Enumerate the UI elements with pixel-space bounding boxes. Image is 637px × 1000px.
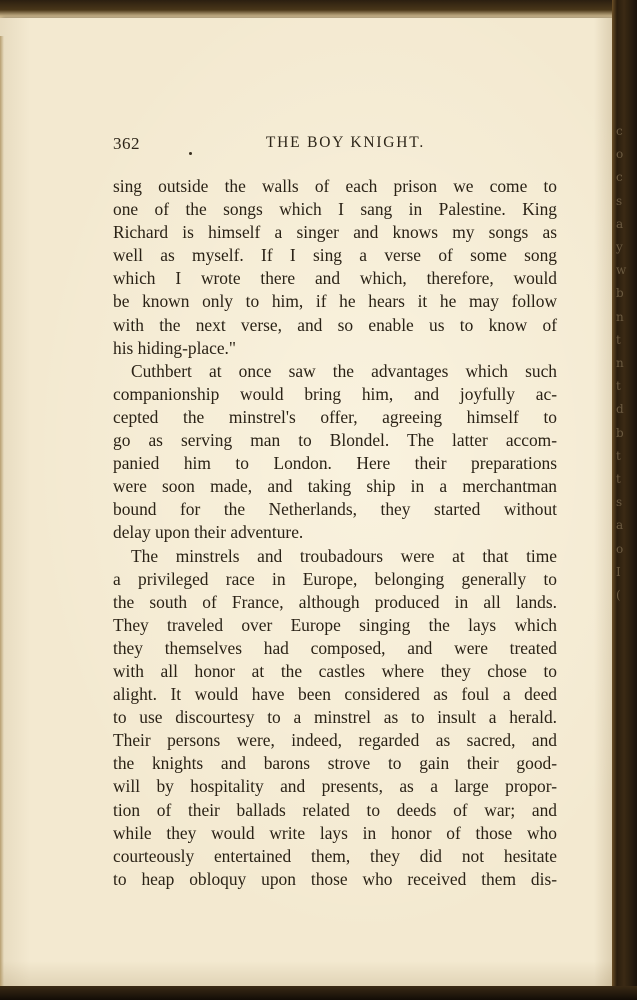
text-line: tion of their ballads related to deeds of war; and (113, 799, 557, 820)
text-line: go as serving man to Blondel. The latter accom- (113, 430, 557, 451)
text-line: delay upon their adventure. (113, 522, 304, 543)
facing-page-letter: b (616, 286, 624, 301)
text-line: cepted the minstrel's offer, agreeing himself to (113, 406, 557, 427)
facing-page-letter: a (616, 518, 624, 533)
text-line: The minstrels and troubadours were at that time (131, 545, 557, 566)
facing-page-letter: I (616, 564, 621, 579)
text-line: well as myself. If I sing a verse of some song (113, 245, 557, 266)
text-line: with all honor at the castles where they chose to (113, 660, 557, 681)
facing-page-letter: t (616, 379, 621, 394)
facing-page-letter: c (616, 124, 623, 138)
text-line: a privileged race in Europe, belonging generally to (113, 568, 557, 589)
facing-page-letter: d (616, 402, 624, 417)
text-line: the south of France, although produced in all lands. (113, 591, 557, 612)
ink-speck (189, 152, 192, 155)
facing-page-letter: y (616, 240, 623, 255)
facing-page-letter: a (616, 216, 624, 231)
facing-page-letter: s (616, 193, 623, 208)
text-line: his hiding-place." (113, 337, 237, 358)
text-line: They traveled over Europe singing the lays which (113, 614, 557, 635)
facing-page-letter: o (616, 147, 624, 162)
facing-page-letter: w (616, 263, 627, 278)
text-line: panied him to London. Here their preparations (113, 453, 557, 474)
text-line: while they would write lays in honor of those who (113, 822, 557, 843)
text-line: were soon made, and taking ship in a merchantman (113, 476, 557, 497)
facing-page-letter: ( (616, 588, 621, 603)
text-line: Their persons were, indeed, regarded as sacred, and (113, 730, 557, 751)
facing-page-letter: o (616, 541, 624, 556)
facing-page-fragments (612, 120, 632, 820)
facing-page-letter: t (616, 472, 621, 487)
text-line: which I wrote there and which, therefore, would (113, 268, 557, 289)
text-line: the knights and barons strove to gain their good- (113, 753, 557, 774)
text-line: to heap obloquy upon those who received them dis- (113, 868, 557, 889)
bottom-shadow (0, 986, 637, 1000)
facing-page-letter: t (616, 332, 621, 347)
text-line: Cuthbert at once saw the advantages which such (131, 360, 557, 381)
page-number: 362 (113, 134, 140, 153)
facing-page-letter: n (616, 309, 624, 324)
running-title: THE BOY KNIGHT. (265, 134, 426, 151)
page-gutter-shadow (0, 36, 4, 1000)
facing-page-letter: c (616, 170, 623, 185)
text-line: will by hospitality and presents, as a large propor- (113, 776, 557, 797)
text-line: they themselves had composed, and were treated (113, 637, 557, 658)
text-line: be known only to him, if he hears it he may follow (113, 291, 557, 312)
text-line: Richard is himself a singer and knows my songs as (113, 222, 557, 243)
facing-page-letter: s (616, 495, 623, 510)
text-line: sing outside the walls of each prison we come to (113, 176, 557, 196)
text-line: bound for the Netherlands, they started without (113, 499, 557, 520)
book-page (0, 18, 612, 986)
text-line: alight. It would have been considered as foul a deed (113, 684, 557, 705)
text-line: with the next verse, and so enable us to know of (113, 314, 557, 335)
facing-page-letter: n (616, 356, 624, 371)
facing-page-letter: t (616, 448, 621, 463)
text-line: one of the songs which I sang in Palestine. King (113, 199, 557, 220)
paragraph-2 (113, 360, 557, 545)
text-line: courteously entertained them, they did not hesitate (113, 845, 557, 866)
page-header (113, 134, 558, 158)
text-line: to use discourtesy to a minstrel as to insult a herald. (113, 707, 557, 728)
paragraph-1 (113, 175, 557, 360)
text-line: companionship would bring him, and joyfully ac- (113, 383, 557, 404)
facing-page-letter: b (616, 425, 624, 440)
body-text (113, 175, 557, 891)
paragraph-3 (113, 545, 557, 891)
